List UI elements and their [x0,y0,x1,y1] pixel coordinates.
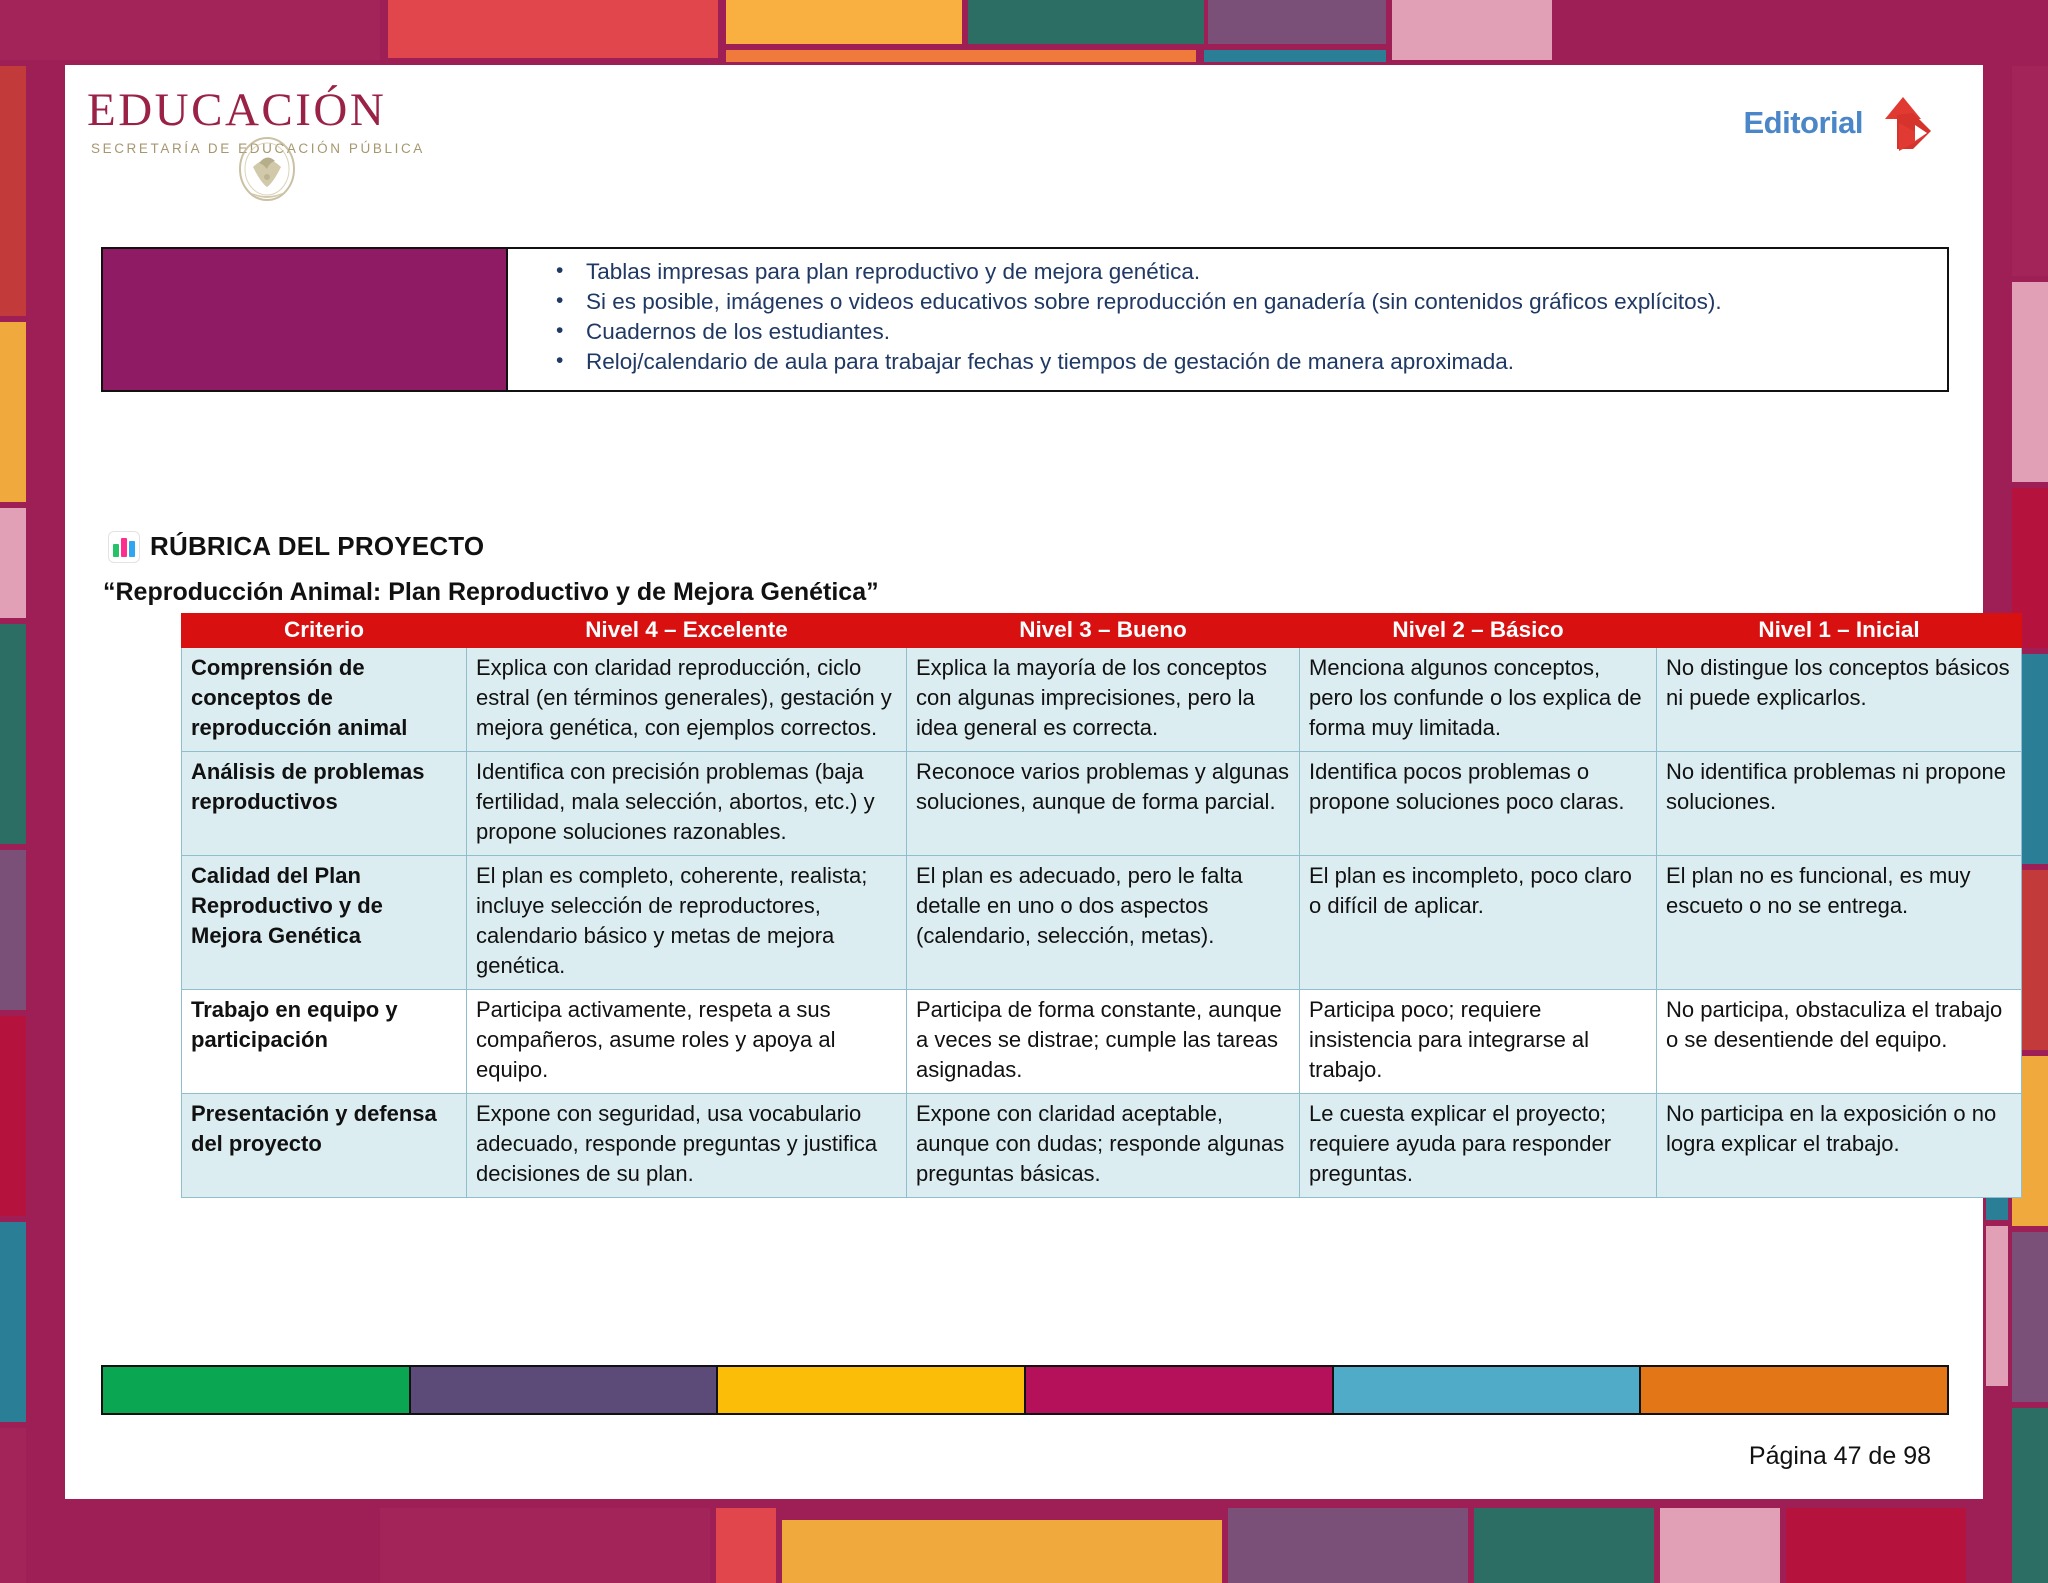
mosaic-tile [0,508,26,618]
materials-list [534,257,1933,377]
cell-criterio: Comprensión de conceptos de reproducción animal [182,648,467,752]
mosaic-tile [1474,1508,1654,1583]
mosaic-tile [2012,66,2048,276]
rubric-title: RÚBRICA DEL PROYECTO [150,531,485,561]
cell-nivel-4: Explica con claridad reproducción, ciclo estral (en términos generales), gestación y mejora genética, con ejemplos correctos. [467,648,907,752]
materials-box [101,247,1949,392]
editorial-md-logo [1743,93,1943,153]
table-row [182,856,2022,990]
footer-color-bar [101,1365,1949,1415]
mosaic-tile [2012,1408,2048,1583]
cell-nivel-3: Explica la mayoría de los conceptos con algunas imprecisiones, pero la idea general es correcta. [907,648,1300,752]
mosaic-tile [380,1508,710,1583]
cell-nivel-1: El plan no es funcional, es muy escueto o no se entrega. [1657,856,2022,990]
cell-nivel-2: Participa poco; requiere insistencia para integrarse al trabajo. [1300,990,1657,1094]
cell-criterio: Calidad del Plan Reproductivo y de Mejora Genética [182,856,467,990]
page-header [65,65,1983,215]
cell-nivel-2: Le cuesta explicar el proyecto; requiere ayuda para responder preguntas. [1300,1094,1657,1198]
mosaic-tile [0,1016,26,1216]
mexican-coat-of-arms-icon [233,133,301,211]
materials-list-cell [508,249,1947,390]
column-header-nivel-2: Nivel 2 – Básico [1300,614,1657,648]
mosaic-tile [1228,1508,1468,1583]
rubric-subtitle: “Reproducción Animal: Plan Reproductivo y de Mejora Genética” [103,578,879,606]
mosaic-tile [0,66,26,316]
cell-nivel-3: Expone con claridad aceptable, aunque con dudas; responde algunas preguntas básicas. [907,1094,1300,1198]
mosaic-tile [0,1222,26,1422]
rubric-table [181,613,2022,1198]
mosaic-tile [1392,0,1552,60]
cell-criterio: Trabajo en equipo y participación [182,990,467,1094]
cell-nivel-4: El plan es completo, coherente, realista; incluye selección de reproductores, calendario básico y metas de mejora genética. [467,856,907,990]
table-row [182,990,2022,1094]
mosaic-tile [388,0,718,58]
sep-title: EDUCACIÓN [87,84,387,136]
mosaic-tile [1208,0,1386,44]
cell-nivel-2: El plan es incompleto, poco claro o difícil de aplicar. [1300,856,1657,990]
column-header-criterio: Criterio [182,614,467,648]
cell-nivel-1: No participa, obstaculiza el trabajo o se desentiende del equipo. [1657,990,2022,1094]
sep-subtitle: SECRETARÍA DE EDUCACIÓN PÚBLICA [91,141,425,156]
mosaic-tile [2012,282,2048,482]
md-arrow-logo-icon [1869,93,1943,153]
color-bar-segment [411,1367,719,1413]
color-bar-segment [103,1367,411,1413]
mosaic-tile [1786,1508,1966,1583]
bar-chart-icon [109,532,139,562]
mosaic-tile [0,850,26,1010]
mosaic-tile [968,0,1204,44]
mosaic-tile [1660,1508,1780,1583]
list-item: • Si es posible, imágenes o videos educativos sobre reproducción en ganadería (sin contenidos gráficos explícitos). [534,287,1933,317]
cell-nivel-1: No identifica problemas ni propone soluciones. [1657,752,2022,856]
cell-nivel-4: Identifica con precisión problemas (baja fertilidad, mala selección, abortos, etc.) y propone soluciones razonables. [467,752,907,856]
column-header-nivel-1: Nivel 1 – Inicial [1657,614,2022,648]
color-bar-segment [1641,1367,1947,1413]
column-header-nivel-3: Nivel 3 – Bueno [907,614,1300,648]
cell-criterio: Análisis de problemas reproductivos [182,752,467,856]
mosaic-tile [2012,1232,2048,1402]
color-bar-segment [1026,1367,1334,1413]
rubric-heading [109,531,484,562]
cell-nivel-4: Participa activamente, respeta a sus compañeros, asume roles y apoya al equipo. [467,990,907,1094]
cell-nivel-2: Identifica pocos problemas o propone soluciones poco claras. [1300,752,1657,856]
list-item: • Tablas impresas para plan reproductivo y de mejora genética. [534,257,1933,287]
cell-nivel-1: No participa en la exposición o no logra explicar el trabajo. [1657,1094,2022,1198]
mosaic-tile [0,322,26,502]
list-item: • Reloj/calendario de aula para trabajar fechas y tiempos de gestación de manera aproximada. [534,347,1933,377]
table-row [182,1094,2022,1198]
cell-nivel-2: Menciona algunos conceptos, pero los confunde o los explica de forma muy limitada. [1300,648,1657,752]
cell-nivel-3: El plan es adecuado, pero le falta detalle en uno o dos aspectos (calendario, selección, metas). [907,856,1300,990]
page-number: Página 47 de 98 [1748,1442,1931,1470]
mosaic-tile [782,1520,1222,1583]
table-row [182,648,2022,752]
mosaic-tile [716,1508,776,1583]
editorial-wordmark: Editorial [1743,105,1863,140]
color-bar-segment [718,1367,1026,1413]
list-item: • Cuadernos de los estudiantes. [534,317,1933,347]
mosaic-tile [726,0,962,44]
cell-criterio: Presentación y defensa del proyecto [182,1094,467,1198]
table-row [182,752,2022,856]
mosaic-tile [0,0,380,60]
mosaic-tile [0,624,26,844]
table-header-row [182,614,2022,648]
cell-nivel-3: Reconoce varios problemas y algunas soluciones, aunque de forma parcial. [907,752,1300,856]
cell-nivel-4: Expone con seguridad, usa vocabulario adecuado, responde preguntas y justifica decisiones de su plan. [467,1094,907,1198]
materials-label-cell [103,249,508,390]
color-bar-segment [1334,1367,1642,1413]
cell-nivel-1: No distingue los conceptos básicos ni puede explicarlos. [1657,648,2022,752]
column-header-nivel-4: Nivel 4 – Excelente [467,614,907,648]
document-page [62,62,2010,1502]
cell-nivel-3: Participa de forma constante, aunque a veces se distrae; cumple las tareas asignadas. [907,990,1300,1094]
mosaic-tile [0,1428,26,1583]
